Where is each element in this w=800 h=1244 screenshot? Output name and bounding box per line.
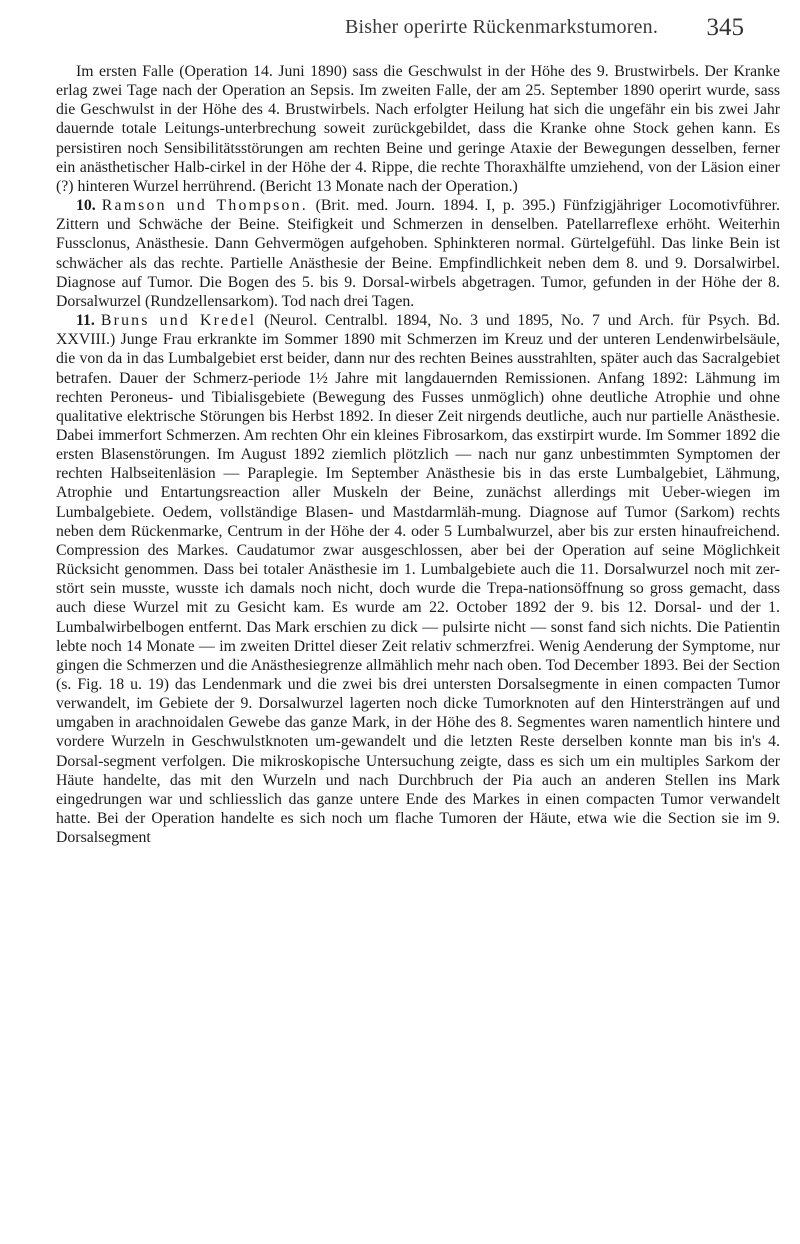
paragraph-text: (Brit. med. Journ. 1894. I, p. 395.) Fünfzigjähriger Locomotivführer. Zittern und Schwäche der Beine. Steifigkeit und Schmerzen in denselben. Patellarreflexe erhöht. Weiterhin Fussclonus, Anästhesie. Dann Gehvermögen aufgehoben. Sphinkteren normal. Gürtelgefühl. Das linke Bein ist schwächer als das rechte. Partielle Anästhesie der Beine. Empfindlichkeit neben dem 8. und 9. Dorsalwirbel. Diagnose auf Tumor. Die Bogen des 5. bis 9. Dorsal-wirbels abgetragen. Tumor, gefunden in der Höhe der 8. Dorsalwurzel (Rundzellensarkom). Tod nach drei Tagen. [56,197,780,310]
body-text [56,62,780,847]
running-title: Bisher operirte Rückenmarkstumoren. [345,16,659,38]
paragraph-case-11 [56,311,780,847]
case-authors: Ramson und Thompson. [101,197,308,215]
paragraph-text: Im ersten Falle (Operation 14. Juni 1890) sass die Geschwulst in der Höhe des 9. Brustwirbels. Der Kranke erlag zwei Tage nach der Operation an Sepsis. Im zweiten Falle, der am 25. September 1890 operirt wurde, sass die Geschwulst in der Höhe des 4. Brustwirbels. Nach erfolgter Heilung hat sich die ungefähr ein bis zwei Jahr dauernde totale Leitungs-unterbrechung soweit zurückgebildet, dass die Kranke ohne Stock gehen kann. Es persistiren noch Sensibilitätsstörungen am rechten Beine und geringe Ataxie der Bewegungen desselben, ferner ein anästhetischer Halb-cirkel in der Höhe der 4. Rippe, die rechte Thoraxhälfte umziehend, von der Läsion einer (?) hinteren Wurzel herrührend. (Bericht 13 Monate nach der Operation.) [56,63,780,195]
case-number: 10. [76,197,96,215]
paragraph-case-10 [56,196,780,311]
paragraph-text: (Neurol. Centralbl. 1894, No. 3 und 1895, No. 7 und Arch. für Psych. Bd. XXVIII.) Junge Frau erkrankte im Sommer 1890 mit Schmerzen im Kreuz und der unteren Lendenwirbelsäule, die von da in das Lumbalgebiet erst beider, dann nur des rechten Beines ausstrahlten, später auch das Sacralgebiet betrafen. Dauer der Schmerz-periode 1½ Jahre mit langdauernden Remissionen. Anfang 1892: Lähmung im rechten Peroneus- und Tibialisgebiete (Bewegung des Fusses unmöglich) ohne deutliche Atrophie und ohne qualitative elektrische Störungen bis Herbst 1892. In dieser Zeit nirgends deutliche, auch nur partielle Anästhesie. Dabei immerfort Schmerzen. Am rechten Ohr ein kleines Fibrosarkom, das exstirpirt wurde. Im Sommer 1892 die ersten Blasenstörungen. Im August 1892 ziemlich plötzlich — nach nur ganz unbestimmten Symptomen der rechten Halbseitenläsion — Paraplegie. Im September Anästhesie bis in das erste Lumbalgebiet, Lähmung, Atrophie und Entartungsreaction aller Muskeln der Beine, zunächst allerdings mit Ueber-wiegen im Lumbalgebiete. Oedem, vollständige Blasen- und Mastdarmläh-mung. Diagnose auf Tumor (Sarkom) rechts neben dem Rückenmarke, Centrum in der Höhe der 4. oder 5 Lumbalwurzel, aber bis zur ersten hinaufreichend. Compression des Markes. Caudatumor zwar ausgeschlossen, aber bei der Operation auf seine Möglichkeit Rücksicht genommen. Dass bei totaler Anästhesie im 1. Lumbalgebiete auch die 11. Dorsalwurzel noch mit zer-stört sein musste, wusste ich damals noch nicht, doch wurde die Trepa-nationsöffnung so gross gemacht, dass auch diese Wurzel mit zu Gesicht kam. Es wurde am 22. October 1892 der 9. bis 12. Dorsal- und der 1. Lumbalwirbelbogen entfernt. Das Mark erschien zu dick — pulsirte nicht — sonst fand sich nichts. Die Patientin lebte noch 14 Monate — im zweiten Drittel dieser Zeit relativ schmerzfrei. Wenig Aenderung der Symptome, nur gingen die Schmerzen und die Anästhesiegrenze allmählich mehr nach oben. Tod December 1893. Bei der Section (s. Fig. 18 u. 19) das Lendenmark und die zwei bis drei untersten Dorsalsegmente in einen compacten Tumor verwandelt, im Gebiete der 9. Dorsalwurzel lagerten noch dicke Tumorknoten auf den Hintersträngen auf und umgaben in arachnoidalen Gewebe das ganze Mark, in der Höhe des 8. Segmentes waren namentlich hintere und vordere Wurzeln in Geschwulstknoten um-gewandelt und die letzten Reste derselben konnte man bis in's 4. Dorsal-segment verfolgen. Die mikroskopische Untersuchung zeigte, dass es sich um ein multiples Sarkom der Häute handelte, das mit den Wurzeln und nach Durchbruch der Pia auch an anderen Stellen ins Mark eingedrungen war und schliesslich das ganze untere Ende des Markes in einen compacten Tumor verwandelt hatte. Bei der Operation handelte es sich noch um flache Tumoren der Häute, etwa wie die Section sie im 9. Dorsalsegment [56,312,780,847]
case-number: 11. [76,312,95,330]
case-authors: Bruns und Kredel [100,312,257,330]
page-header [0,14,800,50]
paragraph-case-continuation [56,62,780,196]
page-number: 345 [706,14,744,41]
